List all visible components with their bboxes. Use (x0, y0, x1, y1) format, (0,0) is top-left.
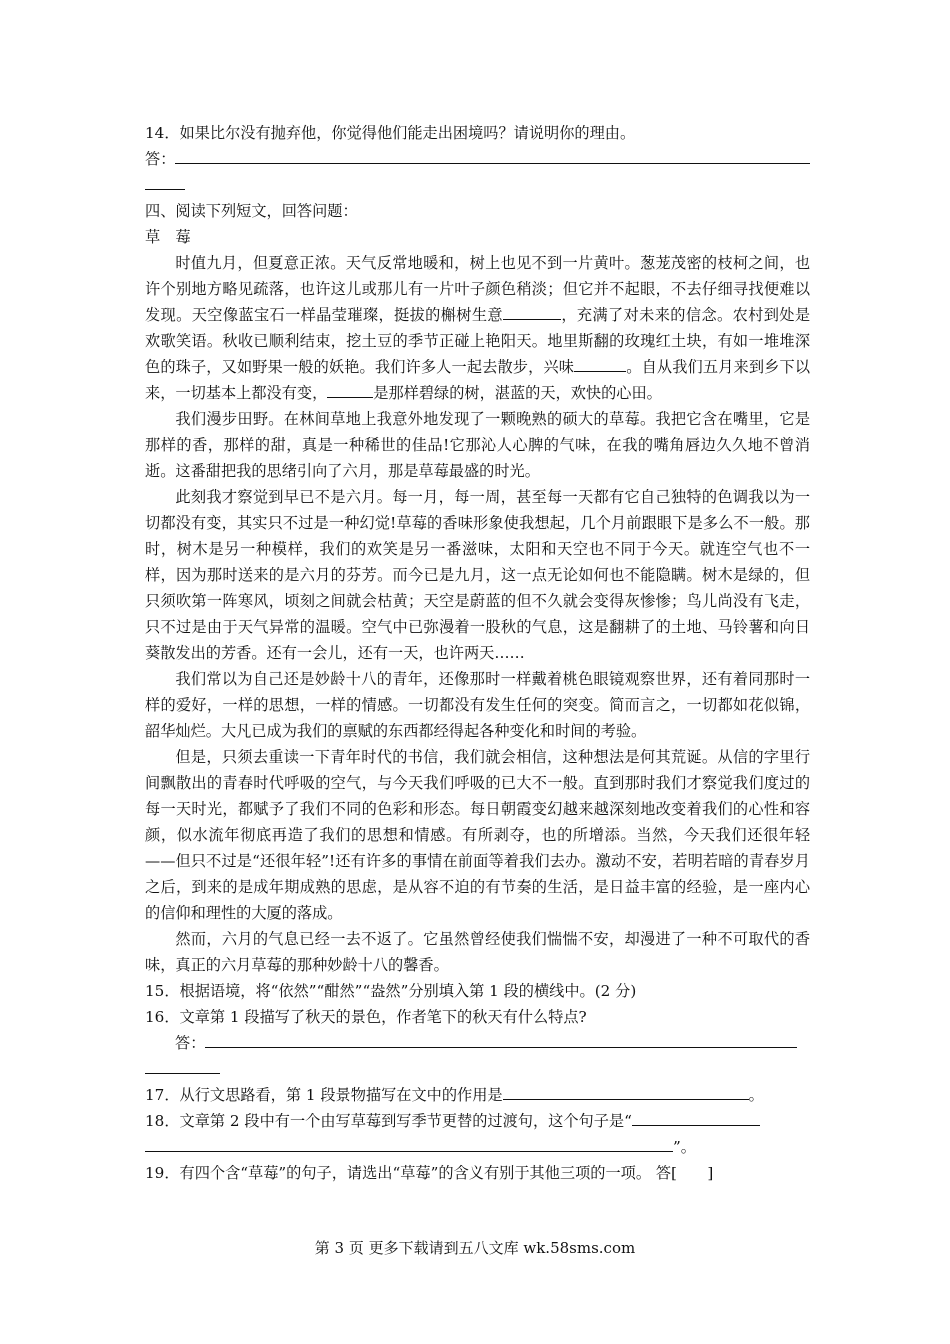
answer-blank-16[interactable] (205, 1031, 797, 1048)
q18-text: 18．文章第 2 段中有一个由写草莓到写季节更替的过渡句，这个句子是“ (145, 1112, 632, 1130)
question-18 (145, 1108, 810, 1134)
answer-blank-16-cont[interactable] (145, 1057, 220, 1074)
q17-end: 。 (748, 1086, 764, 1104)
p1-text-b: ，充满了对未来的信念。农村到处是欢歌笑语。秋收已顺利结束，挖土豆的季节正碰上艳阳天。地里斯翻的玫瑰红土块，有如一堆堆深色的珠子，又如野果一般的妖艳。我们许多人一起去散步，兴味 (145, 306, 811, 376)
answer-line-14-cont (145, 172, 810, 198)
blank-3[interactable] (327, 381, 373, 398)
answer-label-16: 答： (175, 1034, 206, 1052)
passage-paragraph-6: 然而，六月的气息已经一去不返了。它虽然曾经使我们惴惴不安，却漫进了一种不可取代的香味，真正的六月草莓的那种妙龄十八的馨香。 (145, 930, 810, 974)
blank-2[interactable] (574, 355, 626, 372)
p1-text-d: 是那样碧绿的树，湛蓝的天，欢快的心田。 (373, 384, 662, 402)
blank-1[interactable] (503, 303, 561, 320)
q18-end: ”。 (673, 1138, 696, 1156)
passage-paragraph-3: 此刻我才察觉到早已不是六月。每一月，每一周，甚至每一天都有它自己独特的色调我以为一切都没有变，其实只不过是一种幻觉!草莓的香味形象使我想起，几个月前跟眼下是多么不一般。那时，树木是另一种模样，我们的欢笑是另一番滋味，太阳和天空也不同于今天。就连空气也不一样，因为那时送来的是六月的芬芳。而今已是九月，这一点无论如何也不能隐瞒。树木是绿的，但只须吹第一阵寒风，顷刻之间就会枯黄；天空是蔚蓝的但不久就会变得灰惨惨；鸟儿尚没有飞走，只不过是由于天气异常的温暖。空气中已弥漫着一股秋的气息，这是翻耕了的土地、马铃薯和向日葵散发出的芳香。还有一会儿，还有一天，也许两天…… (145, 488, 810, 662)
section-heading: 四、阅读下列短文，回答问题： (145, 202, 358, 220)
page-footer: 第 3 页 更多下载请到五八文库 wk.58sms.com (314, 1239, 636, 1257)
answer-line-16 (145, 1030, 810, 1056)
passage-paragraph-1 (145, 250, 810, 406)
question-14: 14．如果比尔没有抛弃他，你觉得他们能走出困境吗？请说明你的理由。 (145, 124, 636, 142)
passage-paragraph-4: 我们常以为自己还是妙龄十八的青年，还像那时一样戴着桃色眼镜观察世界，还有着同那时一样的爱好，一样的思想，一样的情感。一切都没有发生任何的突变。简而言之，一切都如花似锦，韶华灿烂。大凡已成为我们的禀赋的东西都经得起各种变化和时间的考验。 (145, 670, 810, 740)
q17-text: 17．从行文思路看，第 1 段景物描写在文中的作用是 (145, 1086, 503, 1104)
question-16: 16．文章第 1 段描写了秋天的景色，作者笔下的秋天有什么特点? (145, 1008, 587, 1026)
answer-blank[interactable] (175, 147, 810, 164)
answer-line-16-cont (145, 1056, 810, 1082)
p1-text-c: 。自从我们五月来到乡下以来，一切基本上都没有变， (145, 358, 811, 402)
page-content (145, 120, 810, 1186)
answer-blank-cont[interactable] (145, 173, 185, 190)
question-18-cont (145, 1134, 810, 1160)
answer-blank-17[interactable] (503, 1083, 749, 1100)
passage-title: 草 莓 (145, 228, 191, 246)
answer-blank-18-cont[interactable] (145, 1135, 673, 1152)
answer-label: 答： (145, 150, 176, 168)
passage-paragraph-2: 我们漫步田野。在林间草地上我意外地发现了一颗晚熟的硕大的草莓。我把它含在嘴里，它是那样的香，那样的甜，真是一种稀世的佳品!它那沁人心脾的气味，在我的嘴角唇边久久地不曾消逝。这番甜把我的思绪引向了六月，那是草莓最盛的时光。 (145, 410, 810, 480)
answer-blank-18[interactable] (632, 1109, 760, 1126)
answer-line-14 (145, 146, 810, 172)
question-17 (145, 1082, 810, 1108)
question-15: 15．根据语境，将“依然”“酣然”“盎然”分别填入第 1 段的横线中。(2 分) (145, 982, 637, 1000)
p1-text-a: 时值九月，但夏意正浓。天气反常地暖和，树上也见不到一片黄叶。葱茏茂密的枝柯之间，也许个别地方略见疏落，也许这儿或那儿有一片叶子颜色稍淡；但它并不起眼，不去仔细寻找便难以发现。天空像蓝宝石一样晶莹璀璨，挺拔的槲树生意 (145, 254, 810, 324)
passage-paragraph-5: 但是，只须去重读一下青年时代的书信，我们就会相信，这种想法是何其荒诞。从信的字里行间飘散出的青春时代呼吸的空气，与今天我们呼吸的已大不一般。直到那时我们才察觉我们度过的每一天时光，都赋予了我们不同的色彩和形态。每日朝霞变幻越来越深刻地改变着我们的心性和容颜，似水流年彻底再造了我们的思想和情感。有所剥夺，也的所增添。当然，今天我们还很年轻——但只不过是“还很年轻”!还有许多的事情在前面等着我们去办。激动不安，若明若暗的青春岁月之后，到来的是成年期成熟的思虑，是从容不迫的有节奏的生活，是日益丰富的经验，是一座内心的信仰和理性的大厦的落成。 (145, 748, 810, 922)
question-19: 19．有四个含“草莓”的句子，请选出“草莓”的含义有别于其他三项的一项。 答[ ] (145, 1164, 714, 1182)
